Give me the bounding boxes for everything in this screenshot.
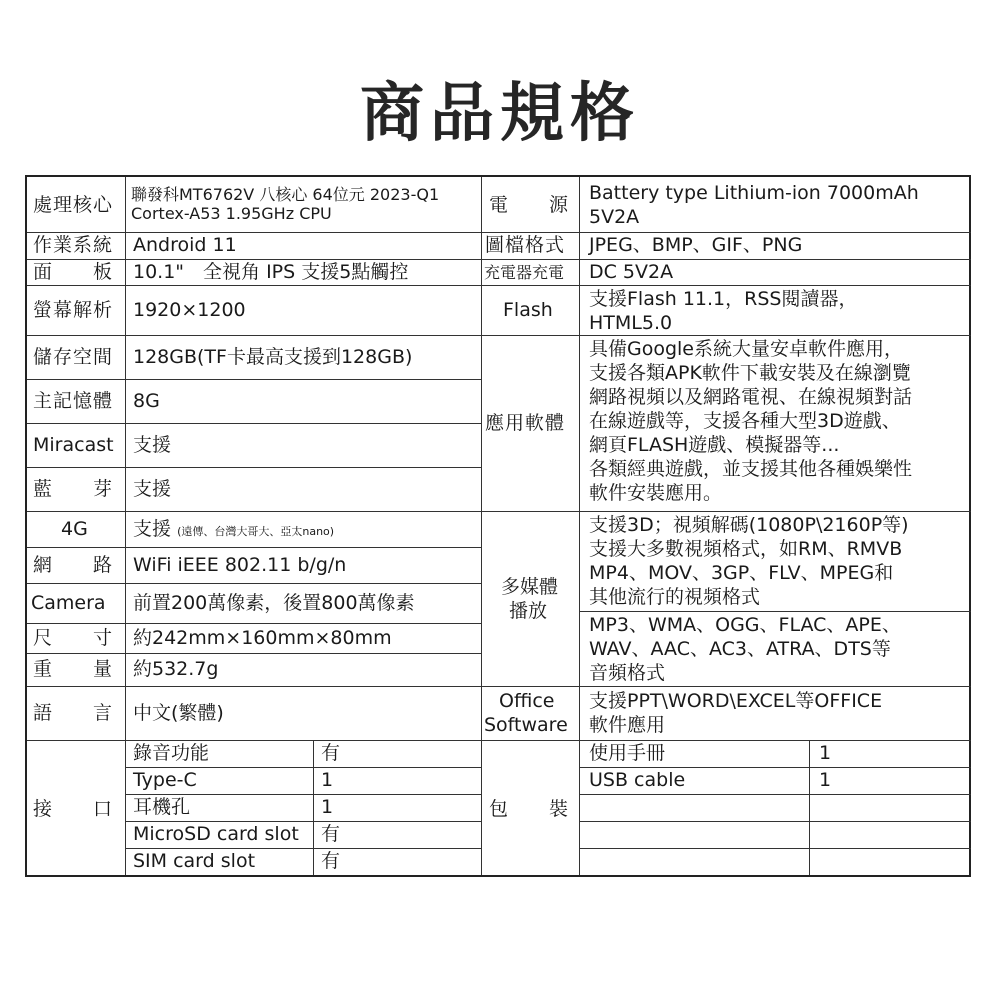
- port-value: 有: [321, 823, 341, 845]
- column-divider: [125, 177, 126, 875]
- port-value: 1: [321, 769, 334, 791]
- label-weight: 重 量: [33, 658, 114, 680]
- label-size: 尺 寸: [33, 627, 114, 649]
- label-network: 網 路: [33, 554, 114, 576]
- label-multimedia-line1: 多媒體: [501, 576, 559, 598]
- row-divider: [27, 653, 481, 654]
- package-item-name: 使用手冊: [589, 742, 666, 764]
- value-4g: [133, 517, 334, 544]
- row-divider: [27, 511, 481, 512]
- row-divider: [481, 686, 971, 687]
- row-divider: [27, 335, 481, 336]
- column-divider: [313, 740, 314, 875]
- label-charger: 充電器充電: [484, 263, 565, 282]
- value-office-line2: 軟件應用: [589, 714, 666, 736]
- label-image-format: 圖檔格式: [485, 234, 566, 256]
- row-divider: [27, 285, 481, 286]
- label-ram: 主記憶體: [33, 390, 114, 412]
- label-camera: Camera: [31, 592, 106, 614]
- label-storage: 儲存空間: [33, 346, 114, 368]
- value-storage: 128GB(TF卡最高支援到128GB): [133, 346, 413, 368]
- port-name: SIM card slot: [133, 850, 256, 872]
- label-apps: 應用軟體: [485, 412, 566, 434]
- row-divider: [481, 335, 971, 336]
- row-divider: [579, 794, 971, 795]
- value-cpu-line2: Cortex-A53 1.95GHz CPU: [131, 204, 332, 223]
- port-value: 有: [321, 850, 341, 872]
- port-value: 1: [321, 796, 334, 818]
- value-charger: DC 5V2A: [589, 261, 674, 283]
- label-language: 語 言: [33, 702, 114, 724]
- package-item-qty: 1: [819, 742, 832, 764]
- value-cpu-line1: 聯發科MT6762V 八核心 64位元 2023-Q1: [131, 185, 440, 204]
- value-network: WiFi iEEE 802.11 b/g/n: [133, 554, 347, 576]
- value-camera: 前置200萬像素，後置800萬像素: [133, 592, 415, 614]
- row-divider: [481, 285, 971, 286]
- value-size: 約242mm×160mm×80mm: [133, 627, 392, 649]
- row-divider: [27, 547, 481, 548]
- label-ports: 接 口: [33, 798, 114, 820]
- value-power-line2: 5V2A: [589, 206, 640, 228]
- port-value: 有: [321, 742, 341, 764]
- label-panel: 面 板: [33, 261, 114, 283]
- column-divider: [809, 740, 810, 875]
- row-divider: [481, 740, 971, 741]
- value-4g-carriers: (遠傳、台灣大哥大、亞太nano): [177, 525, 335, 538]
- port-name: 錄音功能: [133, 742, 210, 764]
- row-divider: [27, 740, 481, 741]
- row-divider: [579, 611, 971, 612]
- port-name: Type-C: [133, 769, 197, 791]
- value-weight: 約532.7g: [133, 658, 219, 680]
- value-4g-support: 支援: [133, 518, 172, 540]
- row-divider: [481, 259, 971, 260]
- package-item-name: USB cable: [589, 769, 686, 791]
- spec-table: [25, 175, 971, 877]
- value-ram: 8G: [133, 390, 160, 412]
- label-office-line1: Office: [499, 690, 555, 712]
- label-cpu: 處理核心: [33, 194, 114, 216]
- value-panel: 10.1" 全視角 IPS 支援5點觸控: [133, 261, 409, 283]
- value-bluetooth: 支援: [133, 478, 172, 500]
- value-image-format: JPEG、BMP、GIF、PNG: [589, 234, 803, 256]
- label-4g: 4G: [61, 518, 88, 540]
- value-multimedia-video: 支援3D；視頻解碼(1080P\2160P等) 支援大多數視頻格式，如RM、RMVB MP4、MOV、3GP、FLV、MPEG和 其他流行的視頻格式: [589, 514, 909, 608]
- label-os: 作業系統: [33, 234, 114, 256]
- value-os: Android 11: [133, 234, 237, 256]
- port-name: MicroSD card slot: [133, 823, 299, 845]
- row-divider: [27, 623, 481, 624]
- row-divider: [27, 583, 481, 584]
- value-flash-line2: HTML5.0: [589, 312, 673, 334]
- label-multimedia-line2: 播放: [509, 600, 548, 622]
- label-office-line2: Software: [484, 714, 568, 736]
- port-name: 耳機孔: [133, 796, 191, 818]
- row-divider: [27, 379, 481, 380]
- value-resolution: 1920×1200: [133, 299, 246, 321]
- label-flash: Flash: [503, 299, 553, 321]
- column-divider: [579, 177, 580, 875]
- row-divider: [27, 686, 481, 687]
- value-language: 中文(繁體): [133, 702, 224, 724]
- page-title: 商品規格: [360, 77, 640, 151]
- label-resolution: 螢幕解析: [33, 299, 114, 321]
- row-divider: [27, 423, 481, 424]
- label-power: 電 源: [489, 194, 570, 216]
- package-item-qty: 1: [819, 769, 832, 791]
- row-divider: [481, 511, 971, 512]
- label-package: 包 裝: [489, 798, 570, 820]
- value-office-line1: 支援PPT\WORD\EXCEL等OFFICE: [589, 690, 883, 712]
- value-apps: 具備Google系統大量安卓軟件應用， 支援各類APK軟件下載安裝及在線瀏覽 網路視頻以及網路電視、在線視頻對話 在線遊戲等，支援各種大型3D遊戲、 網頁FLASH遊戲、模擬器等... 各類經典遊戲，並支援其他各種娛樂性 軟件安裝應用。: [589, 338, 913, 504]
- row-divider: [27, 467, 481, 468]
- value-flash-line1: 支援Flash 11.1，RSS閱讀器，: [589, 288, 858, 310]
- value-power-line1: Battery type Lithium-ion 7000mAh: [589, 182, 919, 204]
- label-bluetooth: 藍 芽: [33, 478, 114, 500]
- row-divider: [579, 848, 971, 849]
- row-divider: [579, 821, 971, 822]
- value-multimedia-audio: MP3、WMA、OGG、FLAC、APE、 WAV、AAC、AC3、ATRA、DTS等 音頻格式: [589, 614, 901, 684]
- label-miracast: Miracast: [33, 434, 114, 456]
- column-divider: [481, 177, 482, 875]
- value-miracast: 支援: [133, 434, 172, 456]
